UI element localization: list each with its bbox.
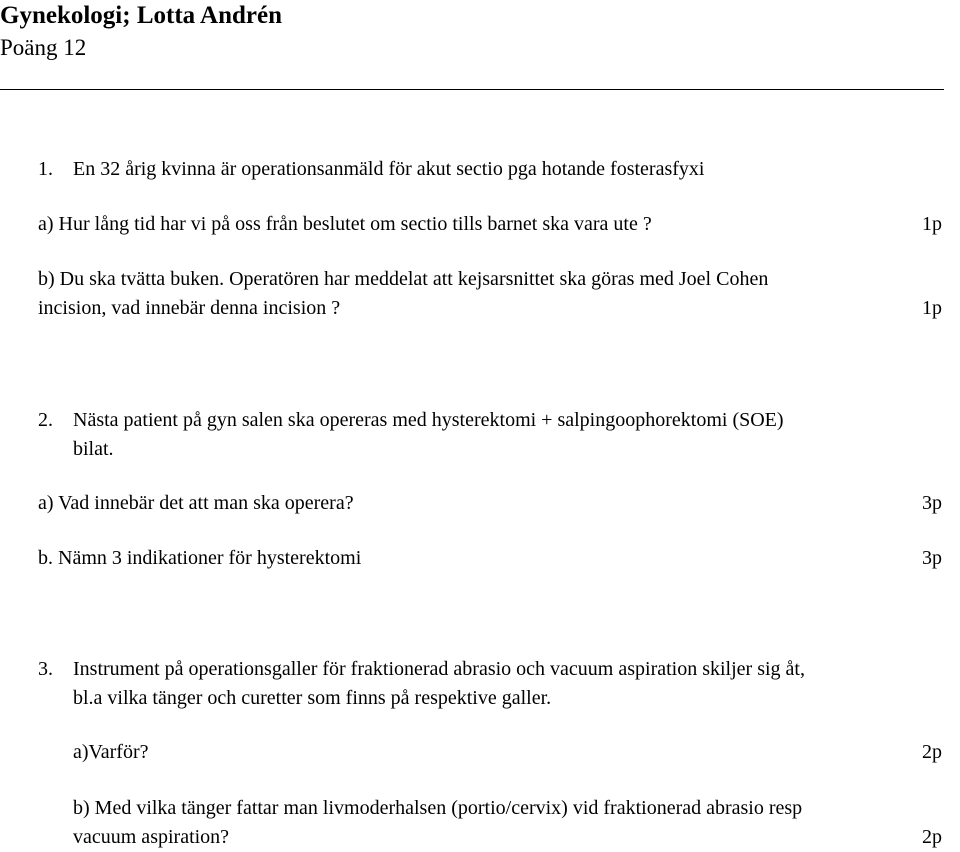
question-text-line1: Instrument på operationsgaller för fraktionerad abrasio och vacuum aspiration skiljer sig åt, — [73, 658, 805, 680]
header-divider — [0, 89, 944, 90]
subquestion-b-line2: vacuum aspiration? — [73, 826, 230, 848]
total-points: Poäng 12 — [0, 35, 87, 60]
subquestion-b-line1: b) Du ska tvätta buken. Operatören har meddelat att kejsarsnittet ska göras med Joel Cohen — [38, 268, 769, 290]
question-text-line2: bl.a vilka tänger och curetter som finns på respektive galler. — [73, 687, 552, 709]
question-number: 1. — [38, 158, 53, 180]
question-text-line1: Nästa patient på gyn salen ska opereras med hysterektomi + salpingoophorektomi (SOE) — [73, 409, 784, 431]
points-label: 3p — [922, 547, 942, 569]
question-number: 3. — [38, 658, 53, 680]
subquestion-a: a) Hur lång tid har vi på oss från beslutet om sectio tills barnet ska vara ute ? — [38, 213, 652, 235]
points-label: 2p — [922, 826, 942, 848]
points-label: 1p — [922, 213, 942, 235]
subquestion-a: a)Varför? — [73, 741, 149, 763]
question-text-line2: bilat. — [73, 438, 114, 460]
subquestion-b: b. Nämn 3 indikationer för hysterektomi — [38, 547, 362, 569]
points-label: 3p — [922, 492, 942, 514]
question-number: 2. — [38, 409, 53, 431]
subquestion-b-line2: incision, vad innebär denna incision ? — [38, 297, 341, 319]
question-text: En 32 årig kvinna är operationsanmäld för akut sectio pga hotande fosterasfyxi — [73, 158, 705, 180]
points-label: 2p — [922, 741, 942, 763]
subquestion-b-line1: b) Med vilka tänger fattar man livmoderhalsen (portio/cervix) vid fraktionerad abrasio resp — [73, 797, 803, 819]
subquestion-a: a) Vad innebär det att man ska operera? — [38, 492, 354, 514]
points-label: 1p — [922, 297, 942, 319]
document-title: Gynekologi; Lotta Andrén — [0, 2, 282, 29]
